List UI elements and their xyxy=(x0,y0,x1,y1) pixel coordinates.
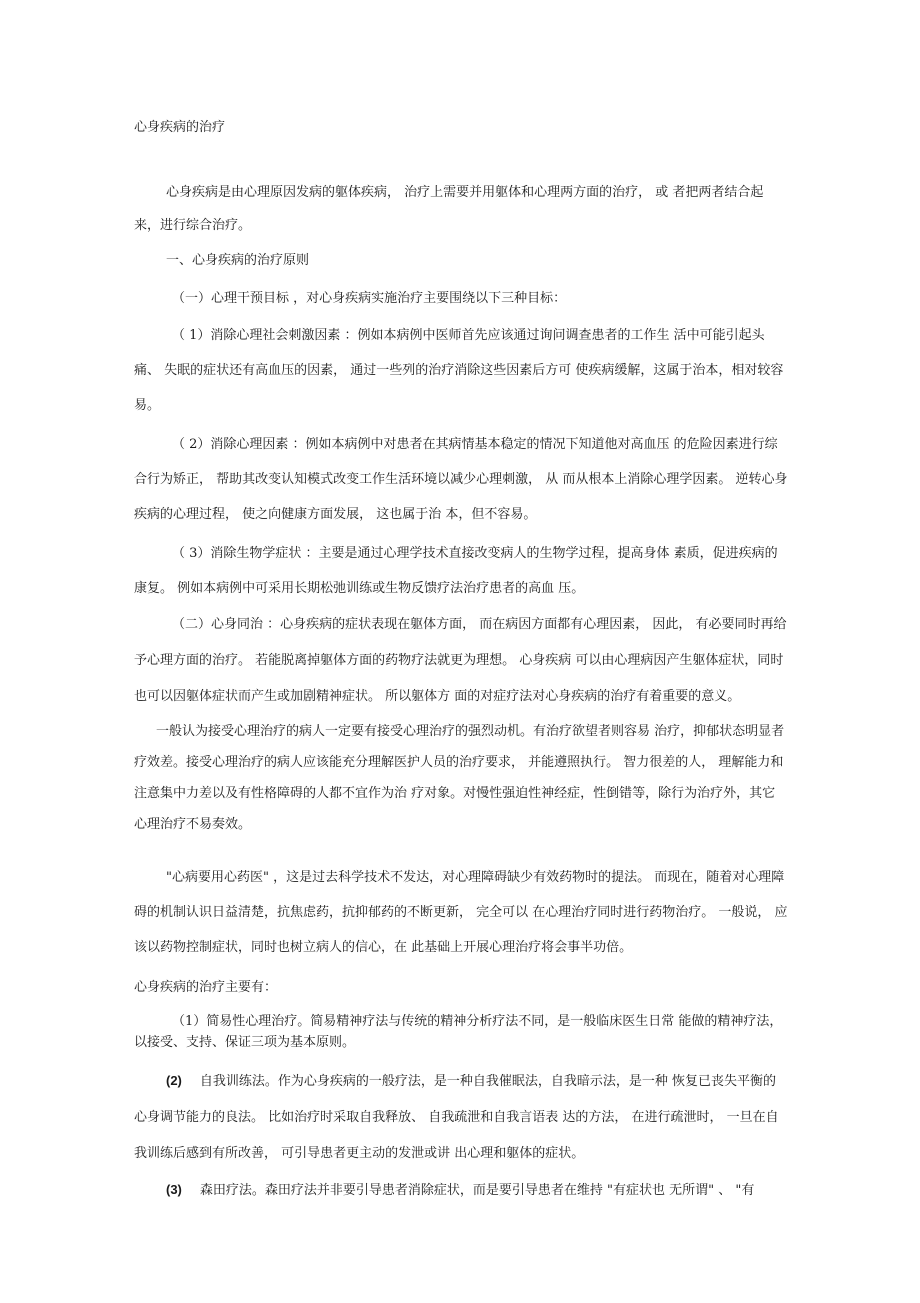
method-1-paragraph: （1）简易性心理治疗。简易精神疗法与传统的精神分析疗法不同，是一般临床医生日常 能做的精神疗法，以接受、支持、保证三项为基本原则。 xyxy=(134,1014,783,1050)
quote-paragraph: "心病要用心药医" ，这是过去科学技术不发达，对心理障碍缺少有效药物时的提法。 而现在，随着对心理障碍的机制认识日益清楚，抗焦虑药，抗抑郁药的不断更新， 完全可以 在心理治疗同时进行药物治疗。 一般说， 应该以药物控制症状，同时也树立病人的信心，在 此基础上开展心理治疗将会事半功倍。 xyxy=(134,870,788,955)
document-title: 心身疾病的治疗 xyxy=(134,120,226,135)
method-3-number: (3) xyxy=(166,1182,182,1197)
intro-paragraph: 心身疾病是由心理原因发病的躯体疾病， 治疗上需要并用躯体和心理两方面的治疗， 或 者把两者结合起来，进行综合治疗。 xyxy=(134,185,764,233)
subheading-mind-body-paragraph: （二）心身同治 ：心身疾病的症状表现在躯体方面， 而在病因方面都有心理因素， 因此， 有必要同时再给予心理方面的治疗。 若能脱离掉躯体方面的药物疗法就更为理想。 心身疾病 可以由心理病因产生躯体症状，同时也可以因躯体症状而产生或加剧精神症状。 所以躯体方 面的对症疗法对心身疾病的治疗有着重要的意义。 xyxy=(134,617,787,704)
subheading-intervention-goals: （一）心理干预目标 ，对心身疾病实施治疗主要围绕以下三种目标： xyxy=(172,291,567,306)
main-methods-heading: 心身疾病的治疗主要有： xyxy=(134,980,278,995)
method-3-paragraph xyxy=(134,1172,788,1209)
method-2-text: 自我训练法。作为心身疾病的一般疗法，是一种自我催眠法，自我暗示法，是一种 恢复已丧失平衡的心身调节能力的良法。 比如治疗时采取自我释放、 自我疏泄和自我言语表 达的方法， 在进行疏泄时， 一旦在自我训练后感到有所改善， 可引导患者更主动的发泄或讲 出心理和躯体的症状。 xyxy=(134,1074,779,1161)
section-heading-principles: 一、心身疾病的治疗原则 xyxy=(166,253,310,268)
method-2-paragraph xyxy=(134,1063,788,1172)
goal-item-1: （ 1）消除心理社会刺激因素 ：例如本病例中医师首先应该通过询问调查患者的工作生 活中可能引起头痛、 失眠的症状还有高血压的因素， 通过一些列的治疗消除这些因素后方可 使疾病缓解，这属于治本，相对较容易。 xyxy=(134,328,784,413)
goal-item-3: （ 3）消除生物学症状 ：主要是通过心理学技术直接改变病人的生物学过程，提高身体 素质，促进疾病的康复。 例如本病例中可采用长期松弛训练或生物反馈疗法治疗患者的高血 压。 xyxy=(134,546,778,596)
goal-item-2: （ 2）消除心理因素 ：例如本病例中对患者在其病情基本稳定的情况下知道他对高血压 的危险因素进行综合行为矫正， 帮助其改变认知模式改变工作生活环境以减少心理刺激， 从 而从根本上消除心理学因素。 逆转心身疾病的心理过程， 使之向健康方面发展， 这也属于治 本，但不容易。 xyxy=(134,437,788,522)
method-3-text: 森田疗法。森田疗法并非要引导患者消除症状，而是要引导患者在维持 "有症状也 无所谓" 、 "有 xyxy=(199,1183,755,1198)
method-2-number: (2) xyxy=(166,1073,182,1088)
general-paragraph: 一般认为接受心理治疗的病人一定要有接受心理治疗的强烈动机。有治疗欲望者则容易 治疗，抑郁状态明显者疗效差。接受心理治疗的病人应该能充分理解医护人员的治疗要求， 并能遵照执行。 智力很差的人， 理解能力和注意集中力差以及有性格障碍的人都不宜作为治 疗对象。对慢性强迫性神经症，性倒错等，除行为治疗外，其它心理治疗不易奏效。 xyxy=(134,724,785,832)
